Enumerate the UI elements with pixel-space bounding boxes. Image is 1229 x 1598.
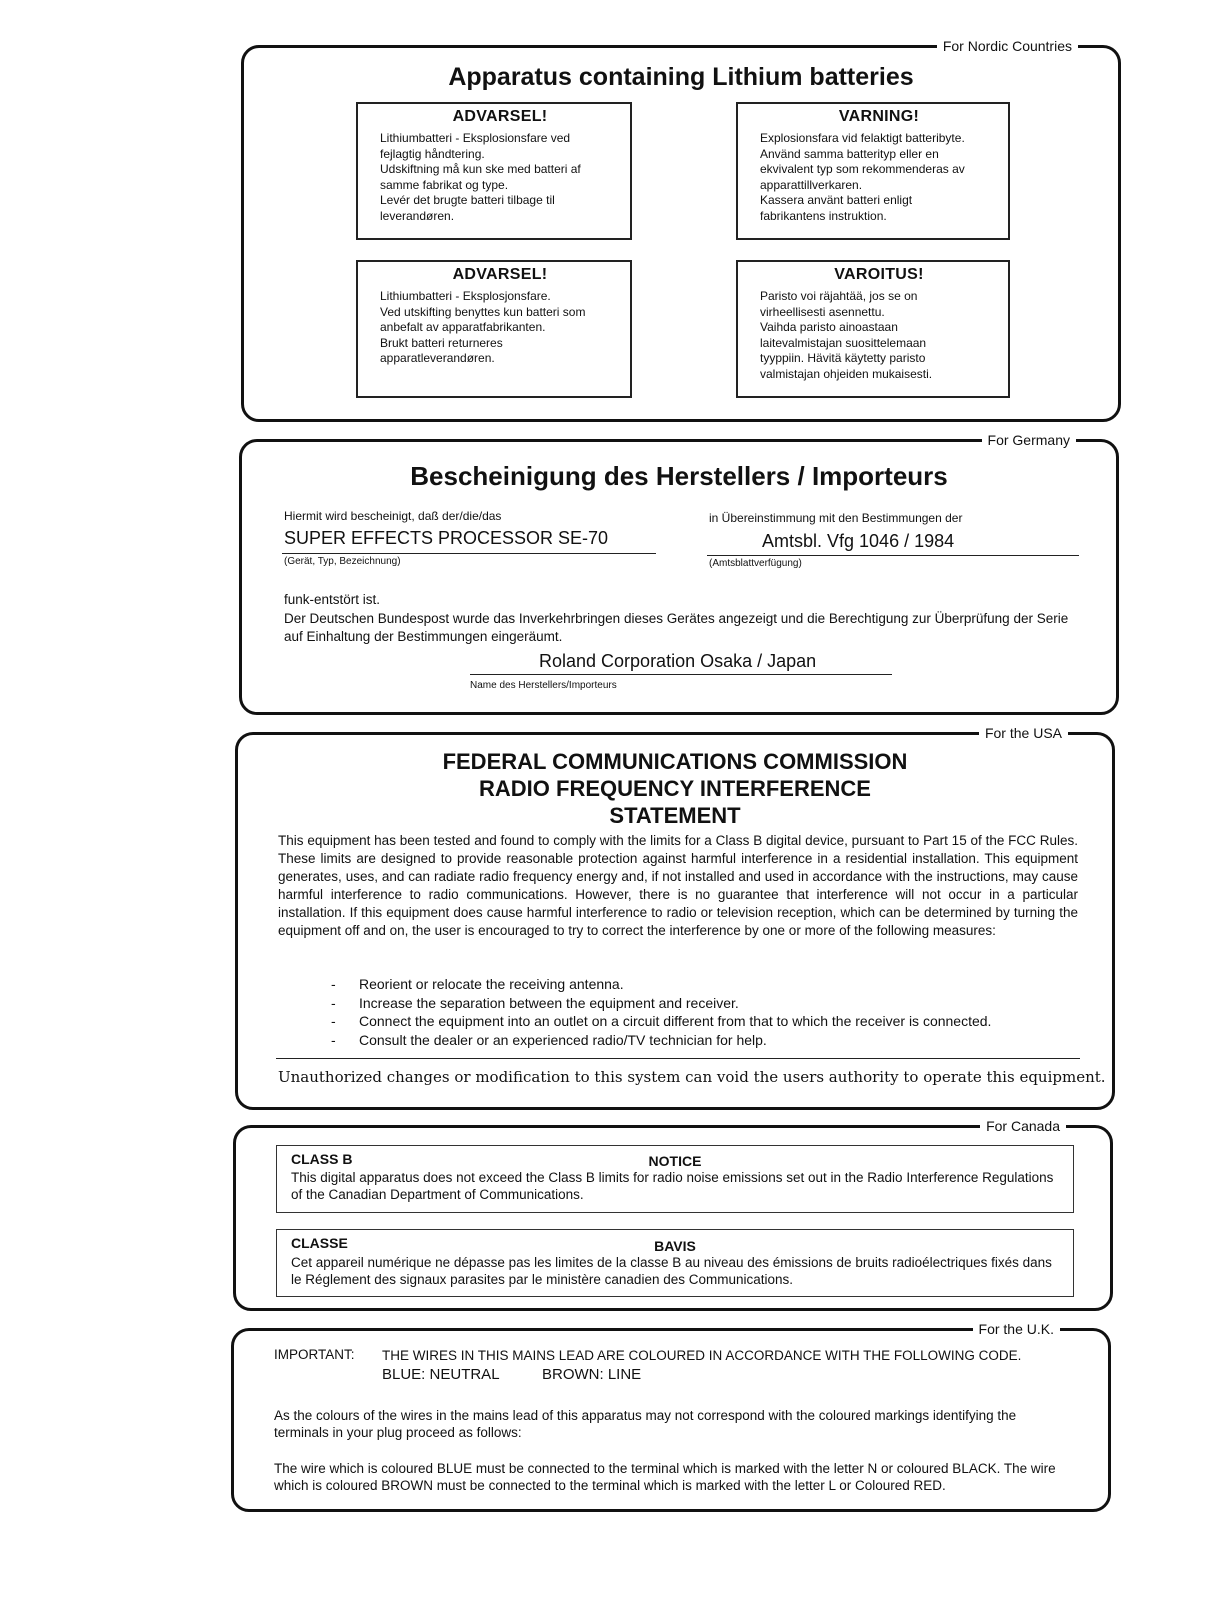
warning-text: Paristo voi räjahtää, jos se on virheellisesti asennettu. Vaihda paristo ainoastaan laitevalmistajan suosittelemaan tyyppiin. Hävitä käytetty paristo valmistajan ohjeiden mukaisesti. bbox=[760, 289, 933, 381]
canada-notice-french bbox=[276, 1229, 1074, 1297]
manufacturer-name: Roland Corporation Osaka / Japan bbox=[539, 651, 817, 671]
warning-text: Lithiumbatteri - Eksplosionsfare ved fejlagtig håndtering. Udskiftning må kun ske med batteri af samme fabrikat og type. Levér det brugte batteri tilbage til leverandøren. bbox=[380, 131, 581, 223]
uk-region-label: For the U.K. bbox=[973, 1320, 1060, 1338]
uk-section bbox=[231, 1321, 1111, 1512]
fcc-title-line-1: FEDERAL COMMUNICATIONS COMMISSION bbox=[442, 749, 908, 774]
class-label: CLASS B bbox=[291, 1151, 353, 1167]
fcc-statement-body: This equipment has been tested and found to comply with the limits for a Class B digital device, pursuant to Part 15 of the FCC Rules. These limits are designed to provide reasonable protection against harmful interference in a residential installation. This equipment generates, uses, and can radiate radio frequency energy and, if not installed and used in accordance with the instructions, may cause harmful interference to radio communications. However, there is no guarantee that interference will not occur in a particular installation. If this equipment does cause harmful interference to radio or television reception, which can be determined by turning the equipment off and on, the user is encouraged to try to correct the interference by one or more of the following measures: bbox=[278, 833, 1078, 938]
nordic-region-label: For Nordic Countries bbox=[937, 37, 1078, 55]
warning-heading: VARNING! bbox=[838, 108, 920, 125]
wire-colour-paragraph: As the colours of the wires in the mains lead of this apparatus may not correspond with the coloured markings identifying the terminals in your plug proceed as follows: bbox=[274, 1408, 1017, 1440]
accordance-text: in Übereinstimmung mit den Bestimmungen der bbox=[709, 511, 963, 525]
fcc-title-line-2: RADIO FREQUENCY INTERFERENCE bbox=[479, 776, 871, 801]
germany-region-label: For Germany bbox=[982, 431, 1076, 449]
notice-heading: BAVIS bbox=[654, 1238, 696, 1254]
warning-box-swedish bbox=[736, 102, 1010, 240]
unauthorized-changes-notice: Unauthorized changes or modification to this system can void the users authority to operate this equipment. bbox=[278, 1068, 1106, 1086]
warning-heading: ADVARSEL! bbox=[452, 266, 548, 283]
germany-title: Bescheinigung des Herstellers / Importeurs bbox=[410, 461, 948, 491]
canada-section bbox=[233, 1118, 1113, 1311]
warning-box-finnish bbox=[736, 260, 1010, 398]
warning-heading: VAROITUS! bbox=[834, 266, 924, 283]
regulation-reference: Amtsbl. Vfg 1046 / 1984 bbox=[762, 531, 955, 551]
regulation-underline bbox=[707, 555, 1079, 556]
device-caption: (Gerät, Typ, Bezeichnung) bbox=[284, 556, 401, 567]
warning-box-norwegian bbox=[356, 260, 632, 398]
blue-wire-code: BLUE: NEUTRAL bbox=[382, 1366, 500, 1383]
wire-connection-paragraph: The wire which is coloured BLUE must be connected to the terminal which is marked with the letter N or coloured BLACK. The wire which is coloured BROWN must be connected to the terminal which is marked with the letter L or Coloured RED. bbox=[274, 1461, 1056, 1493]
nordic-title: Apparatus containing Lithium batteries bbox=[448, 63, 914, 91]
notice-text: Cet appareil numérique ne dépasse pas les limites de la classe B au niveau des émissions de bruits radioélectriques fixés dans le Réglement des signaux parasites par le ministère canadien des Communications. bbox=[291, 1255, 1052, 1287]
manufacturer-caption: Name des Herstellers/Importeurs bbox=[470, 680, 617, 691]
brown-wire-code: BROWN: LINE bbox=[542, 1366, 642, 1383]
list-item: - Connect the equipment into an outlet on a circuit different from that to which the receiver is connected. bbox=[331, 1012, 1071, 1031]
warning-box-danish bbox=[356, 102, 632, 240]
notice-text: This digital apparatus does not exceed the Class B limits for radio noise emissions set out in the Radio Interference Regulations of the Canadian Department of Communications. bbox=[291, 1170, 1054, 1202]
canada-notice-english bbox=[276, 1145, 1074, 1213]
nordic-section bbox=[241, 38, 1121, 422]
warning-text: Lithiumbatteri - Eksplosjonsfare. Ved utskifting benyttes kun batteri som anbefalt av apparatfabrikanten. Brukt batteri returneres apparatleverandøren. bbox=[380, 289, 586, 366]
device-underline bbox=[282, 553, 656, 554]
interference-suppressed-text: funk-entstört ist. bbox=[284, 592, 381, 607]
list-item: - Reorient or relocate the receiving antenna. bbox=[331, 975, 1071, 994]
usa-section bbox=[235, 725, 1115, 1110]
warning-heading: ADVARSEL! bbox=[452, 108, 548, 125]
usa-region-label: For the USA bbox=[979, 724, 1068, 742]
device-name: SUPER EFFECTS PROCESSOR SE-70 bbox=[284, 528, 609, 548]
class-label: CLASSE bbox=[291, 1235, 348, 1251]
fcc-title-line-3: STATEMENT bbox=[609, 803, 741, 828]
canada-region-label: For Canada bbox=[980, 1117, 1066, 1135]
notice-heading: NOTICE bbox=[648, 1153, 702, 1169]
manufacturer-underline bbox=[470, 674, 892, 675]
warning-text: Explosionsfara vid felaktigt batteribyte. Använd samma batterityp eller en ekvivalent typ som rekommenderas av apparattillverkaren. Kassera använt batteri enligt fabrikantens instruktion. bbox=[760, 131, 965, 223]
regulation-caption: (Amtsblattverfügung) bbox=[709, 558, 802, 569]
bundespost-statement: Der Deutschen Bundespost wurde das Inverkehrbringen dieses Gerätes angezeigt und die Berechtigung zur Überprüfung der Serie auf Einhaltung der Bestimmungen eingeräumt. bbox=[284, 611, 1069, 644]
important-label: IMPORTANT: bbox=[274, 1347, 355, 1362]
list-item: - Increase the separation between the equipment and receiver. bbox=[331, 994, 1071, 1013]
wire-colour-statement: THE WIRES IN THIS MAINS LEAD ARE COLOURED IN ACCORDANCE WITH THE FOLLOWING CODE. bbox=[382, 1348, 1022, 1363]
fcc-divider bbox=[276, 1058, 1080, 1059]
interference-measures-list bbox=[331, 975, 1071, 1049]
certification-intro: Hiermit wird bescheinigt, daß der/die/das bbox=[284, 509, 502, 523]
germany-section bbox=[239, 432, 1119, 715]
list-item: - Consult the dealer or an experienced radio/TV technician for help. bbox=[331, 1031, 1071, 1050]
